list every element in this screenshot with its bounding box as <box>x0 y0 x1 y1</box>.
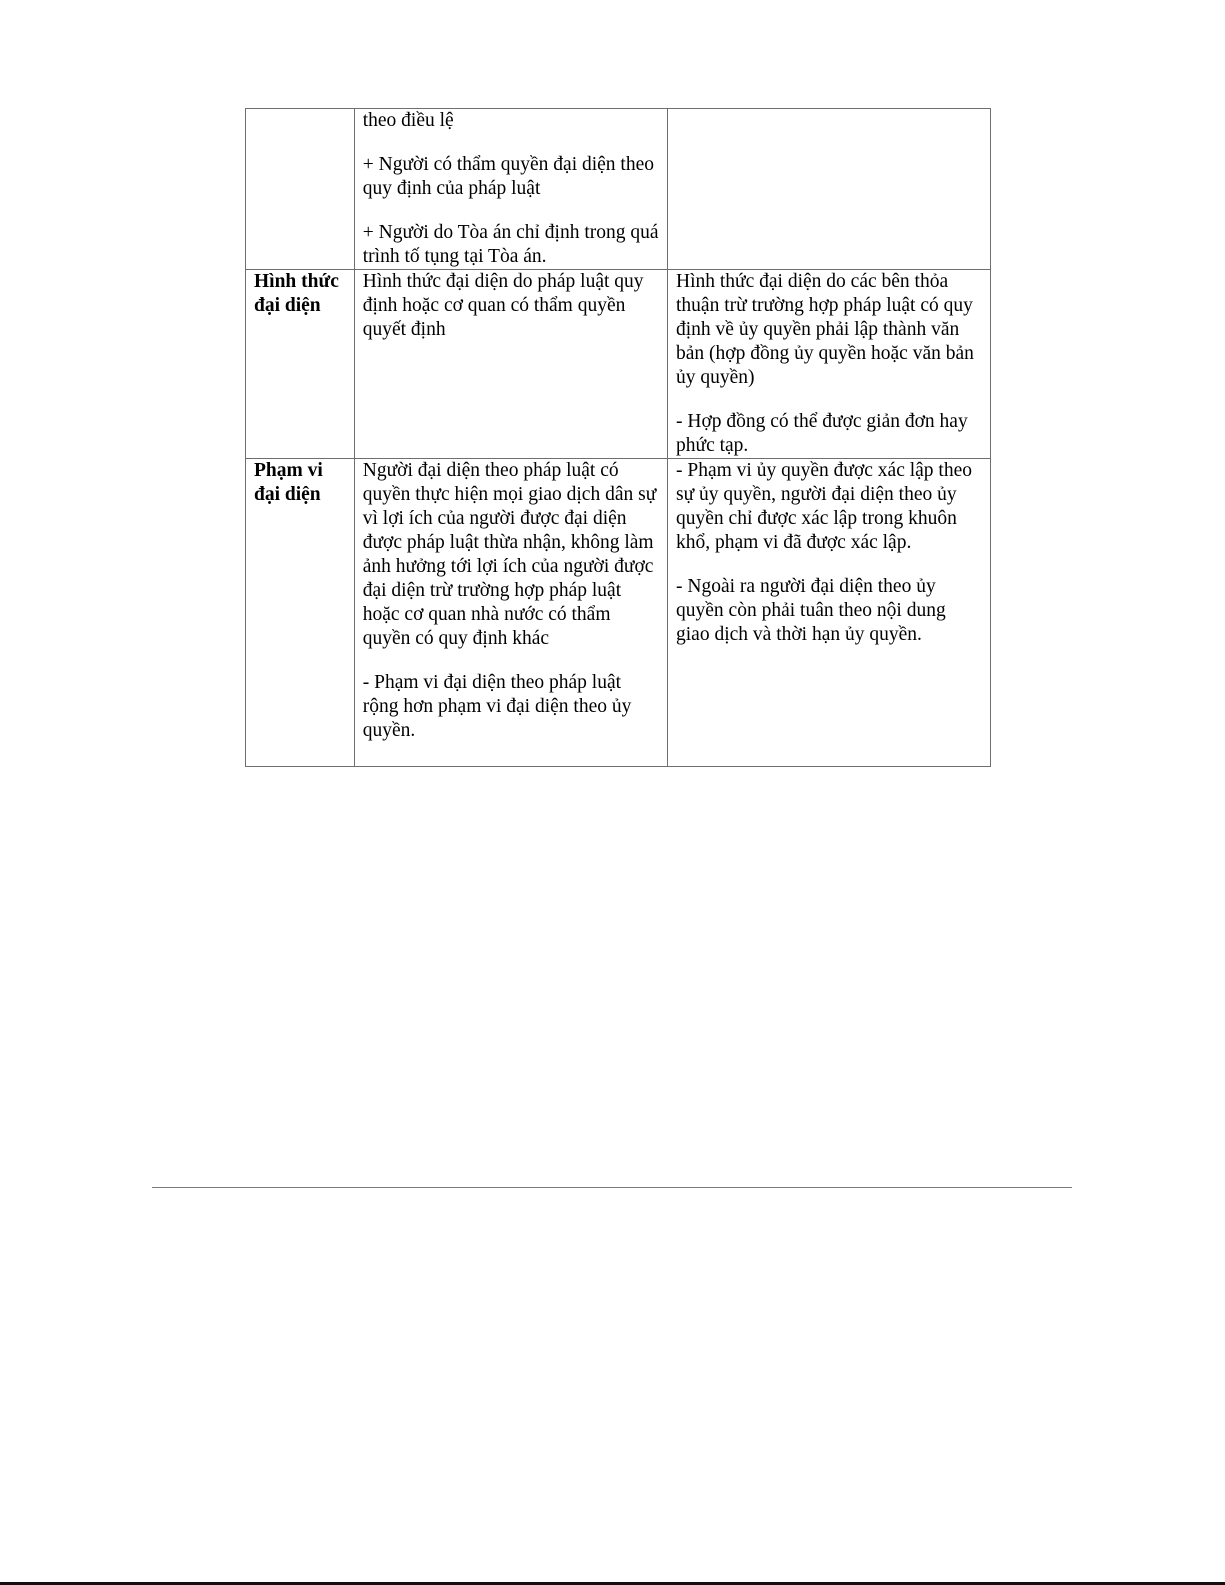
table-row <box>246 270 991 459</box>
authorized-representation-cell <box>668 270 991 459</box>
cell-paragraph: theo điều lệ <box>362 110 454 131</box>
table-row <box>246 109 991 270</box>
legal-representation-cell <box>354 109 667 270</box>
legal-representation-cell <box>354 270 667 459</box>
cell-paragraph: Người đại diện theo pháp luật có quyền thực hiện mọi giao dịch dân sự vì lợi ích của người được đại diện được pháp luật thừa nhận, không làm ảnh hưởng tới lợi ích của người được đại diện trừ trường hợp pháp luật hoặc cơ quan nhà nước có thẩm quyền có quy định khác <box>362 460 657 649</box>
cell-paragraph: - Phạm vi ủy quyền được xác lập theo sự ủy quyền, người đại diện theo ủy quyền chỉ được xác lập trong khuôn khổ, phạm vi đã được xác lập. <box>676 460 972 553</box>
cell-paragraph: - Ngoài ra người đại diện theo ủy quyền còn phải tuân theo nội dung giao dịch và thời hạn ủy quyền. <box>676 576 946 645</box>
row-label-cell <box>246 109 355 270</box>
authorized-representation-cell <box>668 459 991 767</box>
cell-paragraph: + Người do Tòa án chỉ định trong quá trình tố tụng tại Tòa án. <box>362 222 659 267</box>
legal-representation-cell <box>354 459 667 767</box>
cell-paragraph: Hình thức đại diện do các bên thỏa thuận trừ trường hợp pháp luật có quy định về ủy quyền phải lập thành văn bản (hợp đồng ủy quyền hoặc văn bản ủy quyền) <box>676 271 974 388</box>
cell-paragraph: - Hợp đồng có thể được giản đơn hay phức tạp. <box>676 411 968 456</box>
cell-paragraph: Hình thức đại diện do pháp luật quy định hoặc cơ quan có thẩm quyền quyết định <box>362 271 644 340</box>
authorized-representation-cell <box>668 109 991 270</box>
cell-paragraph: + Người có thẩm quyền đại diện theo quy định của pháp luật <box>362 154 655 199</box>
page-divider <box>152 1187 1072 1188</box>
row-label-cell: Hình thức đại diện <box>246 270 355 459</box>
cell-paragraph: - Phạm vi đại diện theo pháp luật rộng hơn phạm vi đại diện theo ủy quyền. <box>362 672 632 741</box>
table-row <box>246 459 991 767</box>
comparison-table <box>245 108 991 767</box>
row-label-cell: Phạm vi đại diện <box>246 459 355 767</box>
